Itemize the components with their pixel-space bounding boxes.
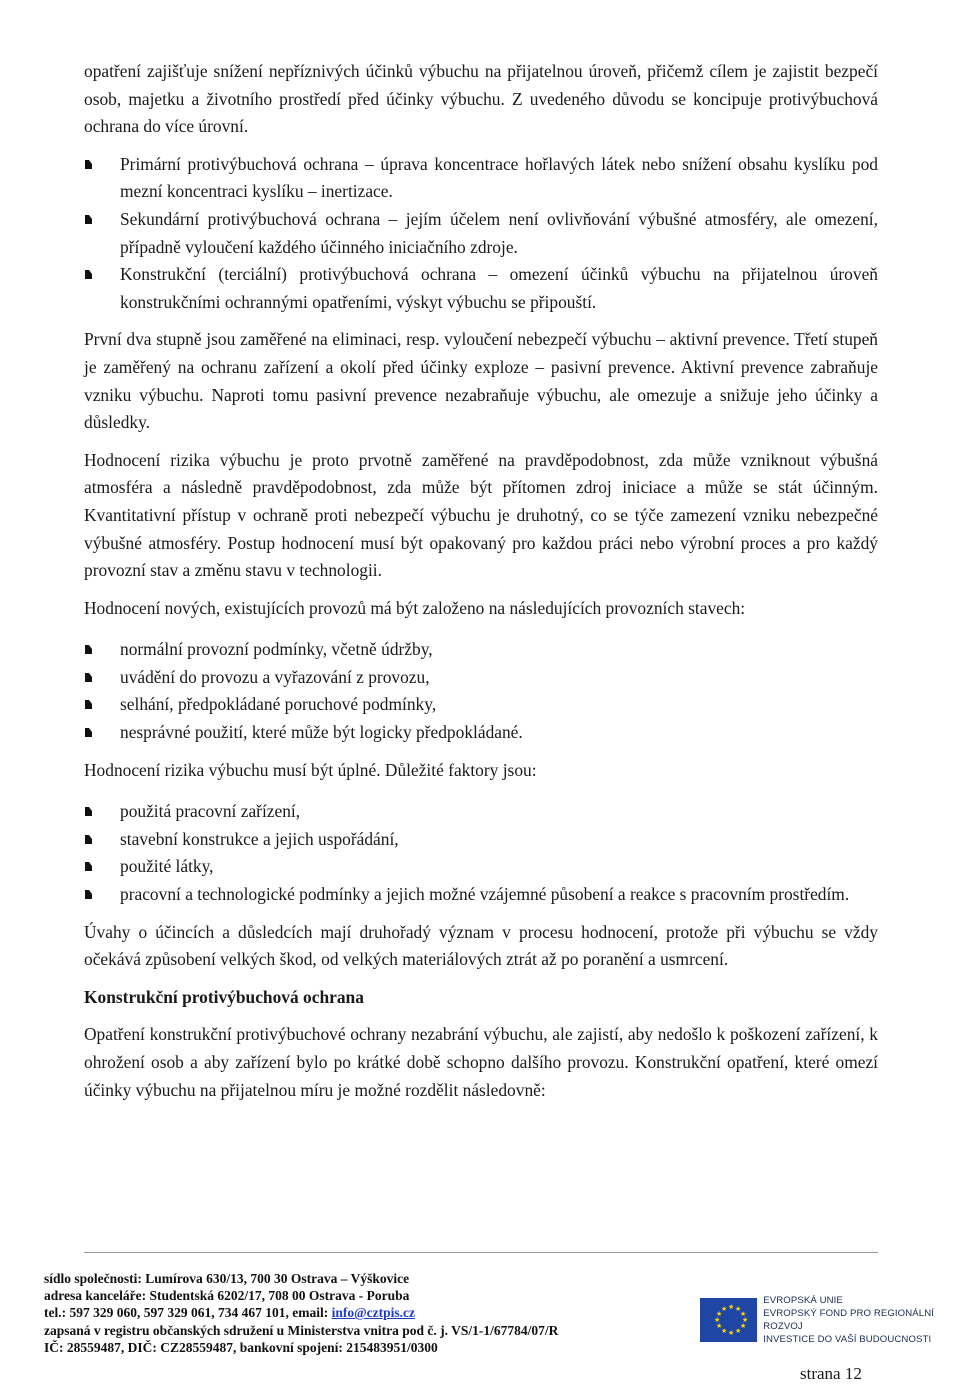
- list-item: Primární protivýbuchová ochrana – úprava koncentrace hořlavých látek nebo snížení obsahu kyslíku pod mezní koncentraci kyslíku – inertizace.: [84, 151, 878, 206]
- bullet-icon: [84, 807, 92, 816]
- risk-paragraph: Hodnocení rizika výbuchu je proto prvotně zaměřené na pravděpodobnost, zda může vzniknout výbušná atmosféra a následně pravděpodobnost, zda může být přítomen zdroj iniciace a může se stát účinným. Kvantitativní přístup v ochraně proti nebezpečí výbuchu je druhotný, co se týče zamezení vzniku nebezpečné výbušné atmosféry. Postup hodnocení musí být opakovaný pro každou práci nebo výrobní proces a pro každý provozní stav a změnu stavu v technologii.: [84, 449, 878, 581]
- bullet-icon: [84, 862, 92, 871]
- prevention-paragraph: První dva stupně jsou zaměřené na eliminaci, resp. vyloučení nebezpečí výbuchu – aktivní prevence. Třetí stupeň je zaměřený na ochranu zařízení a okolí před účinky exploze – pasivní prevence. Aktivní prevence zabraňuje vzniku výbuchu. Naproti tomu pasivní prevence nezabraňuje výbuchu, ale omezuje a snižuje jeho účinky a důsledky.: [84, 329, 878, 433]
- list-item: normální provozní podmínky, včetně údržby,: [84, 636, 878, 664]
- states-paragraph: Hodnocení nových, existujících provozů má být založeno na následujících provozních stavech:: [84, 597, 746, 618]
- bullet-icon: [84, 215, 92, 224]
- bullet-icon: [84, 270, 92, 279]
- section-heading: Konstrukční protivýbuchová ochrana: [84, 986, 364, 1007]
- protection-levels-list: [84, 151, 878, 317]
- bullet-icon: [84, 160, 92, 169]
- list-item: Sekundární protivýbuchová ochrana – jejím účelem není ovlivňování výbušné atmosféry, ale omezení, případně vyloučení každého účinného iniciačního zdroje.: [84, 206, 878, 261]
- list-item: stavební konstrukce a jejich uspořádání,: [84, 826, 878, 854]
- bullet-icon: [84, 890, 92, 899]
- body-text: [84, 58, 878, 1104]
- footer-divider: [84, 1252, 878, 1253]
- bullet-icon: [84, 645, 92, 654]
- page-number: strana 12: [800, 1364, 862, 1383]
- footer-ids: IČ: 28559487, DIČ: CZ28559487, bankovní spojení: 215483951/0300: [44, 1339, 438, 1355]
- list-item: Konstrukční (terciální) protivýbuchová ochrana – omezení účinků výbuchu na přijatelnou úroveň konstrukčními ochrannými opatřeními, výskyt výbuchu se připouští.: [84, 261, 878, 316]
- factors-paragraph: Hodnocení rizika výbuchu musí být úplné. Důležité faktory jsou:: [84, 759, 537, 780]
- footer-registry: zapsaná v registru občanských sdružení u Ministerstva vnitra pod č. j. VS/1-1/67784/07/R: [44, 1322, 559, 1338]
- last-paragraph: Opatření konstrukční protivýbuchové ochrany nezabrání výbuchu, ale zajistí, aby nedošlo k poškození zařízení, k ohrožení osob a aby zařízení bylo po krátké době schopno dalšího provozu. Konstrukční opatření, které omezí účinky výbuchu na přijatelnou míru je možné rozdělit následovně:: [84, 1024, 878, 1100]
- list-item: použité látky,: [84, 853, 878, 881]
- eu-flag-icon: ★ ★ ★ ★ ★ ★ ★ ★ ★ ★ ★ ★: [700, 1298, 757, 1342]
- list-item: nesprávné použití, které může být logicky předpokládané.: [84, 719, 878, 747]
- list-item: uvádění do provozu a vyřazování z provozu,: [84, 664, 878, 692]
- bullet-icon: [84, 673, 92, 682]
- footer-contact: tel.: 597 329 060, 597 329 061, 734 467 101, email: info@cztpis.cz: [44, 1305, 416, 1321]
- footer: [44, 1270, 558, 1356]
- bullet-icon: [84, 700, 92, 709]
- bullet-icon: [84, 835, 92, 844]
- effects-paragraph: Úvahy o účincích a důsledcích mají druhořadý význam v procesu hodnocení, protože při výbuchu se vždy očekává způsobení velkých škod, od velkých materiálových ztrát až po poranění a usmrcení.: [84, 921, 878, 970]
- eu-text: EVROPSKÁ UNIE EVROPSKÝ FOND PRO REGIONÁLNÍ ROZVOJ INVESTICE DO VAŠÍ BUDOUCNOSTI: [763, 1295, 934, 1345]
- factors-list: [84, 798, 878, 908]
- list-item: pracovní a technologické podmínky a jejich možné vzájemné působení a reakce s pracovním prostředím.: [84, 881, 878, 909]
- intro-paragraph: opatření zajišťuje snížení nepříznivých účinků výbuchu na přijatelnou úroveň, přičemž cílem je zajistit bezpečí osob, majetku a životního prostředí před účinky výbuchu. Z uvedeného důvodu se koncipuje protivýbuchová ochrana do více úrovní.: [84, 61, 878, 137]
- eu-logo: [700, 1294, 960, 1346]
- list-item: selhání, předpokládané poruchové podmínky,: [84, 691, 878, 719]
- email-link[interactable]: info@cztpis.cz: [331, 1305, 416, 1321]
- states-list: [84, 636, 878, 746]
- list-item: použitá pracovní zařízení,: [84, 798, 878, 826]
- bullet-icon: [84, 728, 92, 737]
- footer-office: adresa kanceláře: Studentská 6202/17, 708 00 Ostrava - Poruba: [44, 1288, 410, 1304]
- footer-address: sídlo společnosti: Lumírova 630/13, 700 30 Ostrava – Výškovice: [44, 1271, 410, 1286]
